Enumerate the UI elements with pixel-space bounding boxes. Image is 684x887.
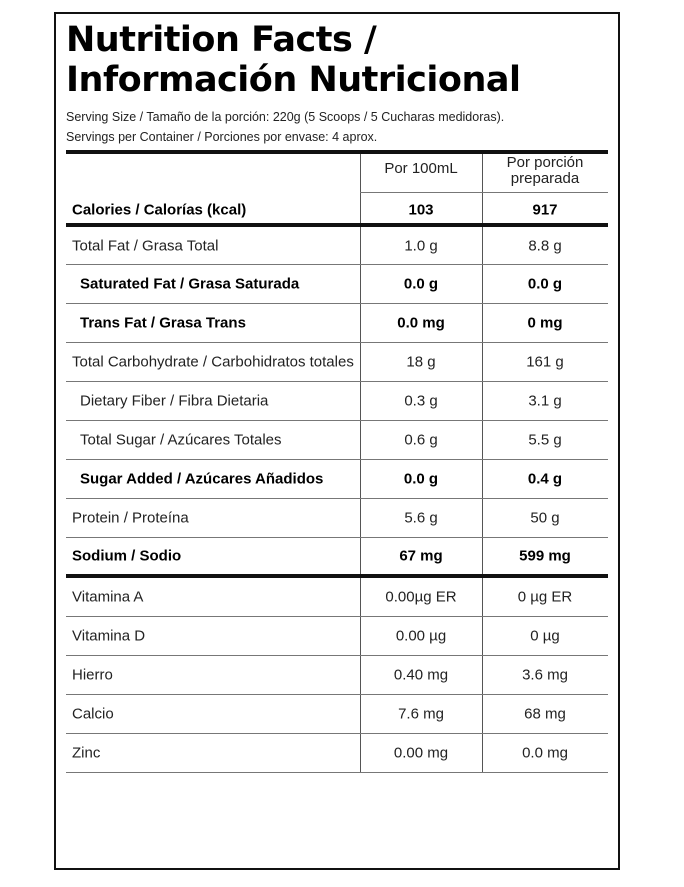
table-row	[66, 617, 608, 655]
table-row	[66, 499, 608, 537]
value-per-100ml: 103	[408, 201, 434, 219]
value-per-portion: 0 mg	[527, 314, 563, 332]
value-per-100ml: 0.40 mg	[393, 666, 449, 684]
nutrient-name: Sodium / Sodio	[72, 547, 182, 565]
nutrient-name: Calories / Calorías (kcal)	[72, 201, 247, 219]
servings-per-container: Servings per Container / Porciones por envase: 4 aprox.	[66, 130, 378, 144]
value-per-100ml: 0.0 mg	[397, 314, 445, 332]
table-row	[66, 538, 608, 574]
nutrient-name: Trans Fat / Grasa Trans	[80, 314, 246, 332]
nutrient-name: Zinc	[72, 744, 101, 762]
nutrient-name: Sugar Added / Azúcares Añadidos	[80, 470, 324, 488]
table-row	[66, 227, 608, 264]
table-row	[66, 421, 608, 459]
value-per-100ml: 18 g	[406, 353, 436, 371]
column-header-per-portion-line2: preparada	[510, 170, 580, 187]
value-per-portion: 0 µg ER	[517, 588, 573, 606]
value-per-portion: 0 µg	[530, 627, 560, 645]
value-per-portion: 0.0 g	[527, 275, 563, 293]
table-row	[66, 382, 608, 420]
table-row	[66, 734, 608, 772]
nutrient-name: Protein / Proteína	[72, 509, 189, 527]
header-divider	[360, 192, 608, 193]
table-row	[66, 197, 608, 223]
value-per-portion: 599 mg	[519, 547, 571, 565]
nutrient-name: Saturated Fat / Grasa Saturada	[80, 275, 300, 293]
value-per-100ml: 0.00µg ER	[385, 588, 457, 606]
value-per-100ml: 67 mg	[399, 547, 443, 565]
serving-size: Serving Size / Tamaño de la porción: 220g (5 Scoops / 5 Cucharas medidoras).	[66, 110, 505, 124]
nutrient-name: Hierro	[72, 666, 113, 684]
value-per-100ml: 0.0 g	[403, 470, 439, 488]
value-per-portion: 8.8 g	[528, 237, 562, 254]
row-divider	[66, 772, 608, 773]
value-per-portion: 0.0 mg	[522, 744, 568, 762]
value-per-portion: 0.4 g	[527, 470, 563, 488]
value-per-portion: 3.1 g	[528, 392, 562, 410]
value-per-portion: 5.5 g	[528, 431, 562, 449]
table-row	[66, 265, 608, 303]
table-row	[66, 578, 608, 616]
value-per-portion: 161 g	[526, 353, 564, 371]
value-per-100ml: 0.0 g	[403, 275, 439, 293]
value-per-100ml: 0.00 µg	[395, 627, 447, 645]
nutrient-name: Calcio	[72, 705, 114, 723]
nutrient-name: Vitamina D	[72, 627, 146, 645]
table-row	[66, 460, 608, 498]
title-spanish: Información Nutricional	[66, 60, 521, 100]
table-row	[66, 695, 608, 733]
nutrient-name: Dietary Fiber / Fibra Dietaria	[80, 392, 269, 410]
column-header-per-portion-line1: Por porción	[506, 154, 584, 171]
value-per-portion: 917	[532, 201, 558, 219]
value-per-100ml: 5.6 g	[404, 509, 438, 527]
nutrient-name: Total Fat / Grasa Total	[72, 237, 219, 254]
value-per-portion: 68 mg	[524, 705, 566, 723]
value-per-100ml: 7.6 mg	[398, 705, 444, 723]
table-row	[66, 343, 608, 381]
value-per-100ml: 0.3 g	[404, 392, 438, 410]
nutrient-name: Total Carbohydrate / Carbohidratos totales	[72, 353, 354, 371]
column-header-per-portion	[482, 155, 608, 193]
column-header-per-100ml-text: Por 100mL	[384, 160, 458, 177]
title-english: Nutrition Facts /	[66, 20, 377, 60]
value-per-100ml: 0.6 g	[404, 431, 438, 449]
nutrient-name: Vitamina A	[72, 588, 144, 606]
value-per-100ml: 1.0 g	[404, 237, 438, 254]
table-row	[66, 656, 608, 694]
value-per-portion: 3.6 mg	[522, 666, 568, 684]
column-header-per-100ml	[360, 161, 482, 199]
value-per-100ml: 0.00 mg	[393, 744, 449, 762]
table-row	[66, 304, 608, 342]
value-per-portion: 50 g	[530, 509, 560, 527]
nutrient-name: Total Sugar / Azúcares Totales	[80, 431, 282, 449]
